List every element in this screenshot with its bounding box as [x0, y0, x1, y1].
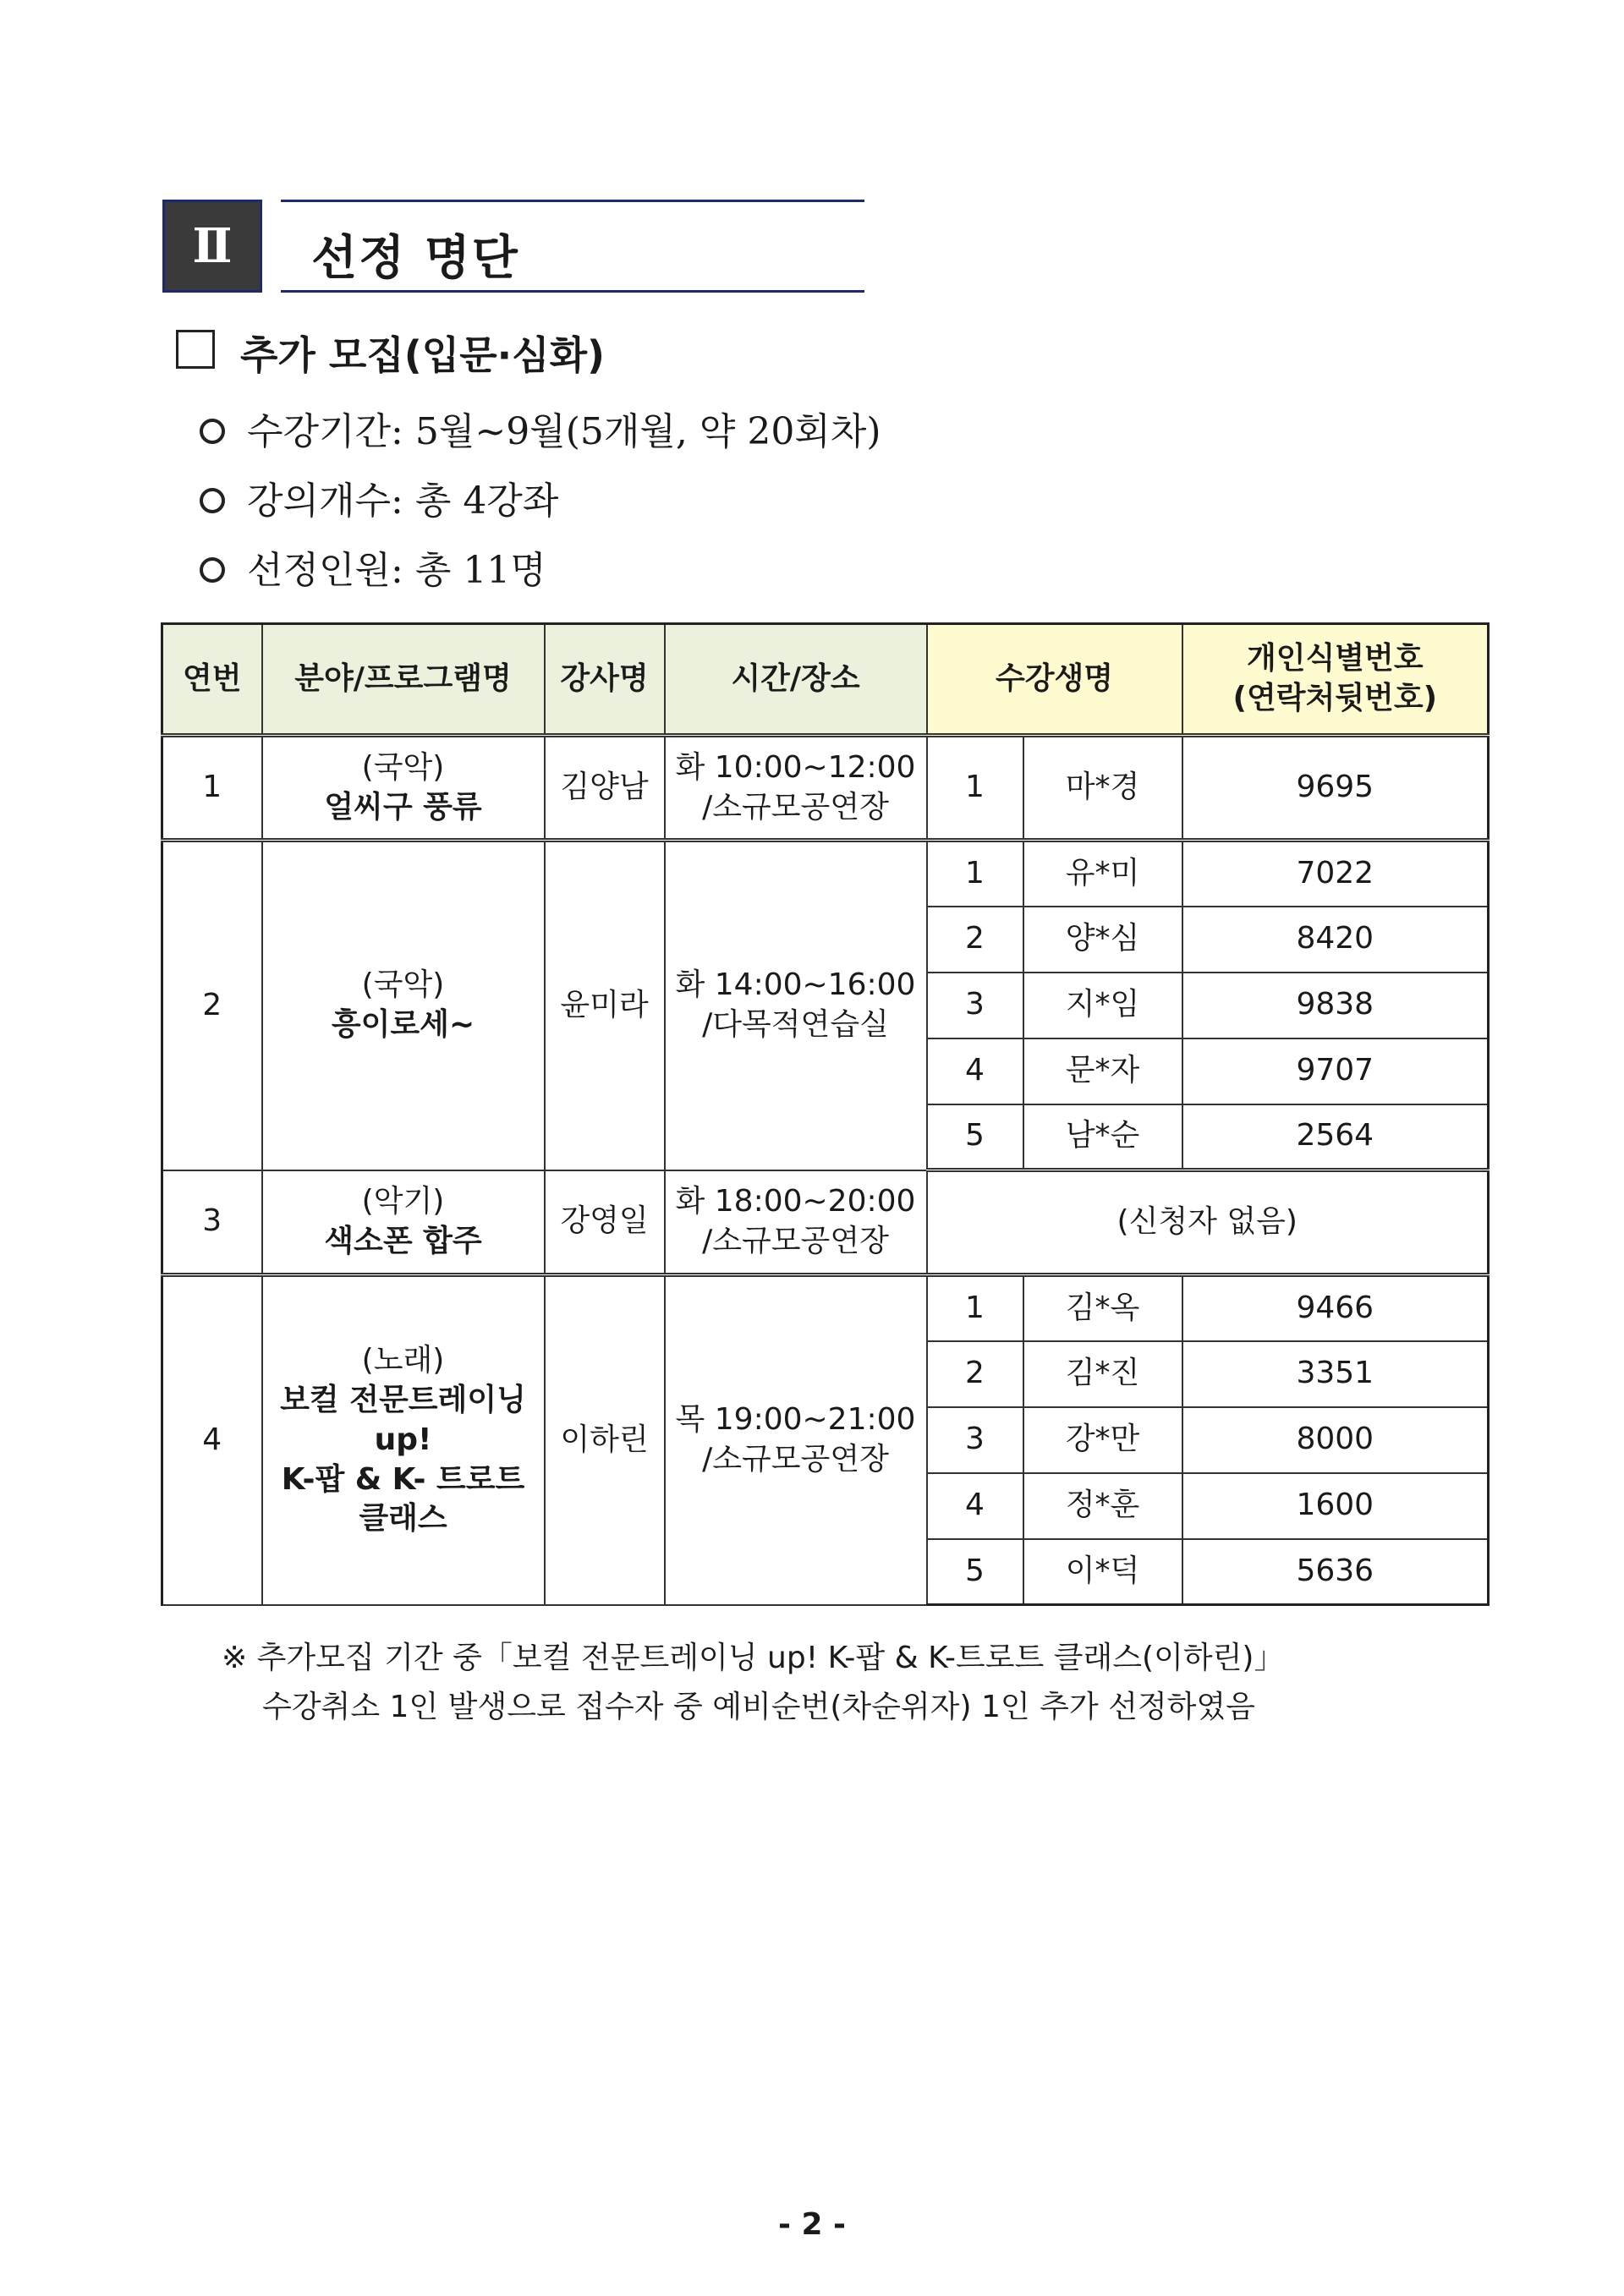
- program-cell: (악기) 색소폰 합주: [262, 1170, 545, 1275]
- student-id: 9695: [1182, 736, 1489, 841]
- program-cell: (국악) 흥이로세~: [262, 841, 545, 1170]
- student-id: 9707: [1182, 1038, 1489, 1104]
- page-number: - 2 -: [778, 2207, 846, 2242]
- student-no: 4: [927, 1473, 1023, 1539]
- bullet-courses: 강의개수: 총 4강좌: [200, 470, 558, 518]
- student-id: 8000: [1182, 1407, 1489, 1473]
- instructor-cell: 윤미라: [545, 841, 665, 1170]
- bullet-period: 수강기간: 5월~9월(5개월, 약 20회차): [200, 401, 881, 448]
- student-name: 유*미: [1023, 841, 1182, 907]
- section-title-box: [281, 200, 864, 293]
- time-place-cell: 화 14:00~16:00 /다목적연습실: [665, 841, 927, 1170]
- student-id: 2564: [1182, 1104, 1489, 1170]
- header-time-place: 시간/장소: [665, 624, 927, 736]
- header-id: 개인식별번호 (연락처뒷번호): [1182, 624, 1489, 736]
- student-id: 9466: [1182, 1275, 1489, 1341]
- section-number: Ⅱ: [162, 200, 262, 293]
- instructor-cell: 이하린: [545, 1275, 665, 1605]
- row-no: 3: [162, 1170, 262, 1275]
- student-name: 문*자: [1023, 1038, 1182, 1104]
- note-line-1: ※ 추가모집 기간 중「보컬 전문트레이닝 up! K-팝 & K-트로트 클래스(이하린)」: [222, 1641, 1285, 1675]
- header-no: 연번: [162, 624, 262, 736]
- student-no: 3: [927, 1407, 1023, 1473]
- program-cell: (국악) 얼씨구 풍류: [262, 736, 545, 841]
- table-row: [162, 1170, 1489, 1275]
- circle-bullet-icon: [200, 488, 225, 513]
- instructor-cell: 김양남: [545, 736, 665, 841]
- row-no: 1: [162, 736, 262, 841]
- student-no: 4: [927, 1038, 1023, 1104]
- student-name: 김*진: [1023, 1341, 1182, 1407]
- subsection-title: 추가 모집(입문·심화): [240, 332, 606, 378]
- circle-bullet-icon: [200, 557, 225, 583]
- time-place-cell: 화 18:00~20:00 /소규모공연장: [665, 1170, 927, 1275]
- student-no: 2: [927, 907, 1023, 973]
- student-no: 1: [927, 1275, 1023, 1341]
- table-header-row: [162, 624, 1489, 736]
- selection-table: [161, 622, 1490, 1606]
- student-name: 마*경: [1023, 736, 1182, 841]
- student-name: 정*훈: [1023, 1473, 1182, 1539]
- student-name: 강*만: [1023, 1407, 1182, 1473]
- time-place-cell: 화 10:00~12:00 /소규모공연장: [665, 736, 927, 841]
- table-row: [162, 736, 1489, 841]
- table-row: [162, 841, 1489, 907]
- row-no: 4: [162, 1275, 262, 1605]
- student-id: 1600: [1182, 1473, 1489, 1539]
- student-id: 7022: [1182, 841, 1489, 907]
- header-program: 분야/프로그램명: [262, 624, 545, 736]
- program-cell: (노래) 보컬 전문트레이닝 up! K-팝 & K- 트로트 클래스: [262, 1275, 545, 1605]
- row-no: 2: [162, 841, 262, 1170]
- student-name: 남*순: [1023, 1104, 1182, 1170]
- header-instructor: 강사명: [545, 624, 665, 736]
- checkbox-icon: [176, 330, 215, 369]
- table-row: [162, 1275, 1489, 1341]
- student-no: 2: [927, 1341, 1023, 1407]
- student-no: 5: [927, 1104, 1023, 1170]
- student-no: 1: [927, 736, 1023, 841]
- instructor-cell: 강영일: [545, 1170, 665, 1275]
- note-line-2: 수강취소 1인 발생으로 접수자 중 예비순번(차순위자) 1인 추가 선정하였음: [262, 1690, 1255, 1724]
- student-name: 지*임: [1023, 973, 1182, 1038]
- student-id: 8420: [1182, 907, 1489, 973]
- time-place-cell: 목 19:00~21:00 /소규모공연장: [665, 1275, 927, 1605]
- circle-bullet-icon: [200, 419, 225, 444]
- bullet-selected: 선정인원: 총 11명: [200, 540, 546, 587]
- student-id: 9838: [1182, 973, 1489, 1038]
- no-applicants: (신청자 없음): [927, 1170, 1489, 1275]
- student-id: 5636: [1182, 1539, 1489, 1605]
- student-name: 이*덕: [1023, 1539, 1182, 1605]
- student-name: 김*옥: [1023, 1275, 1182, 1341]
- header-students: 수강생명: [927, 624, 1182, 736]
- student-no: 3: [927, 973, 1023, 1038]
- student-name: 양*심: [1023, 907, 1182, 973]
- student-no: 5: [927, 1539, 1023, 1605]
- student-no: 1: [927, 841, 1023, 907]
- section-title: 선정 명단: [311, 231, 519, 286]
- student-id: 3351: [1182, 1341, 1489, 1407]
- section-header: [162, 200, 864, 294]
